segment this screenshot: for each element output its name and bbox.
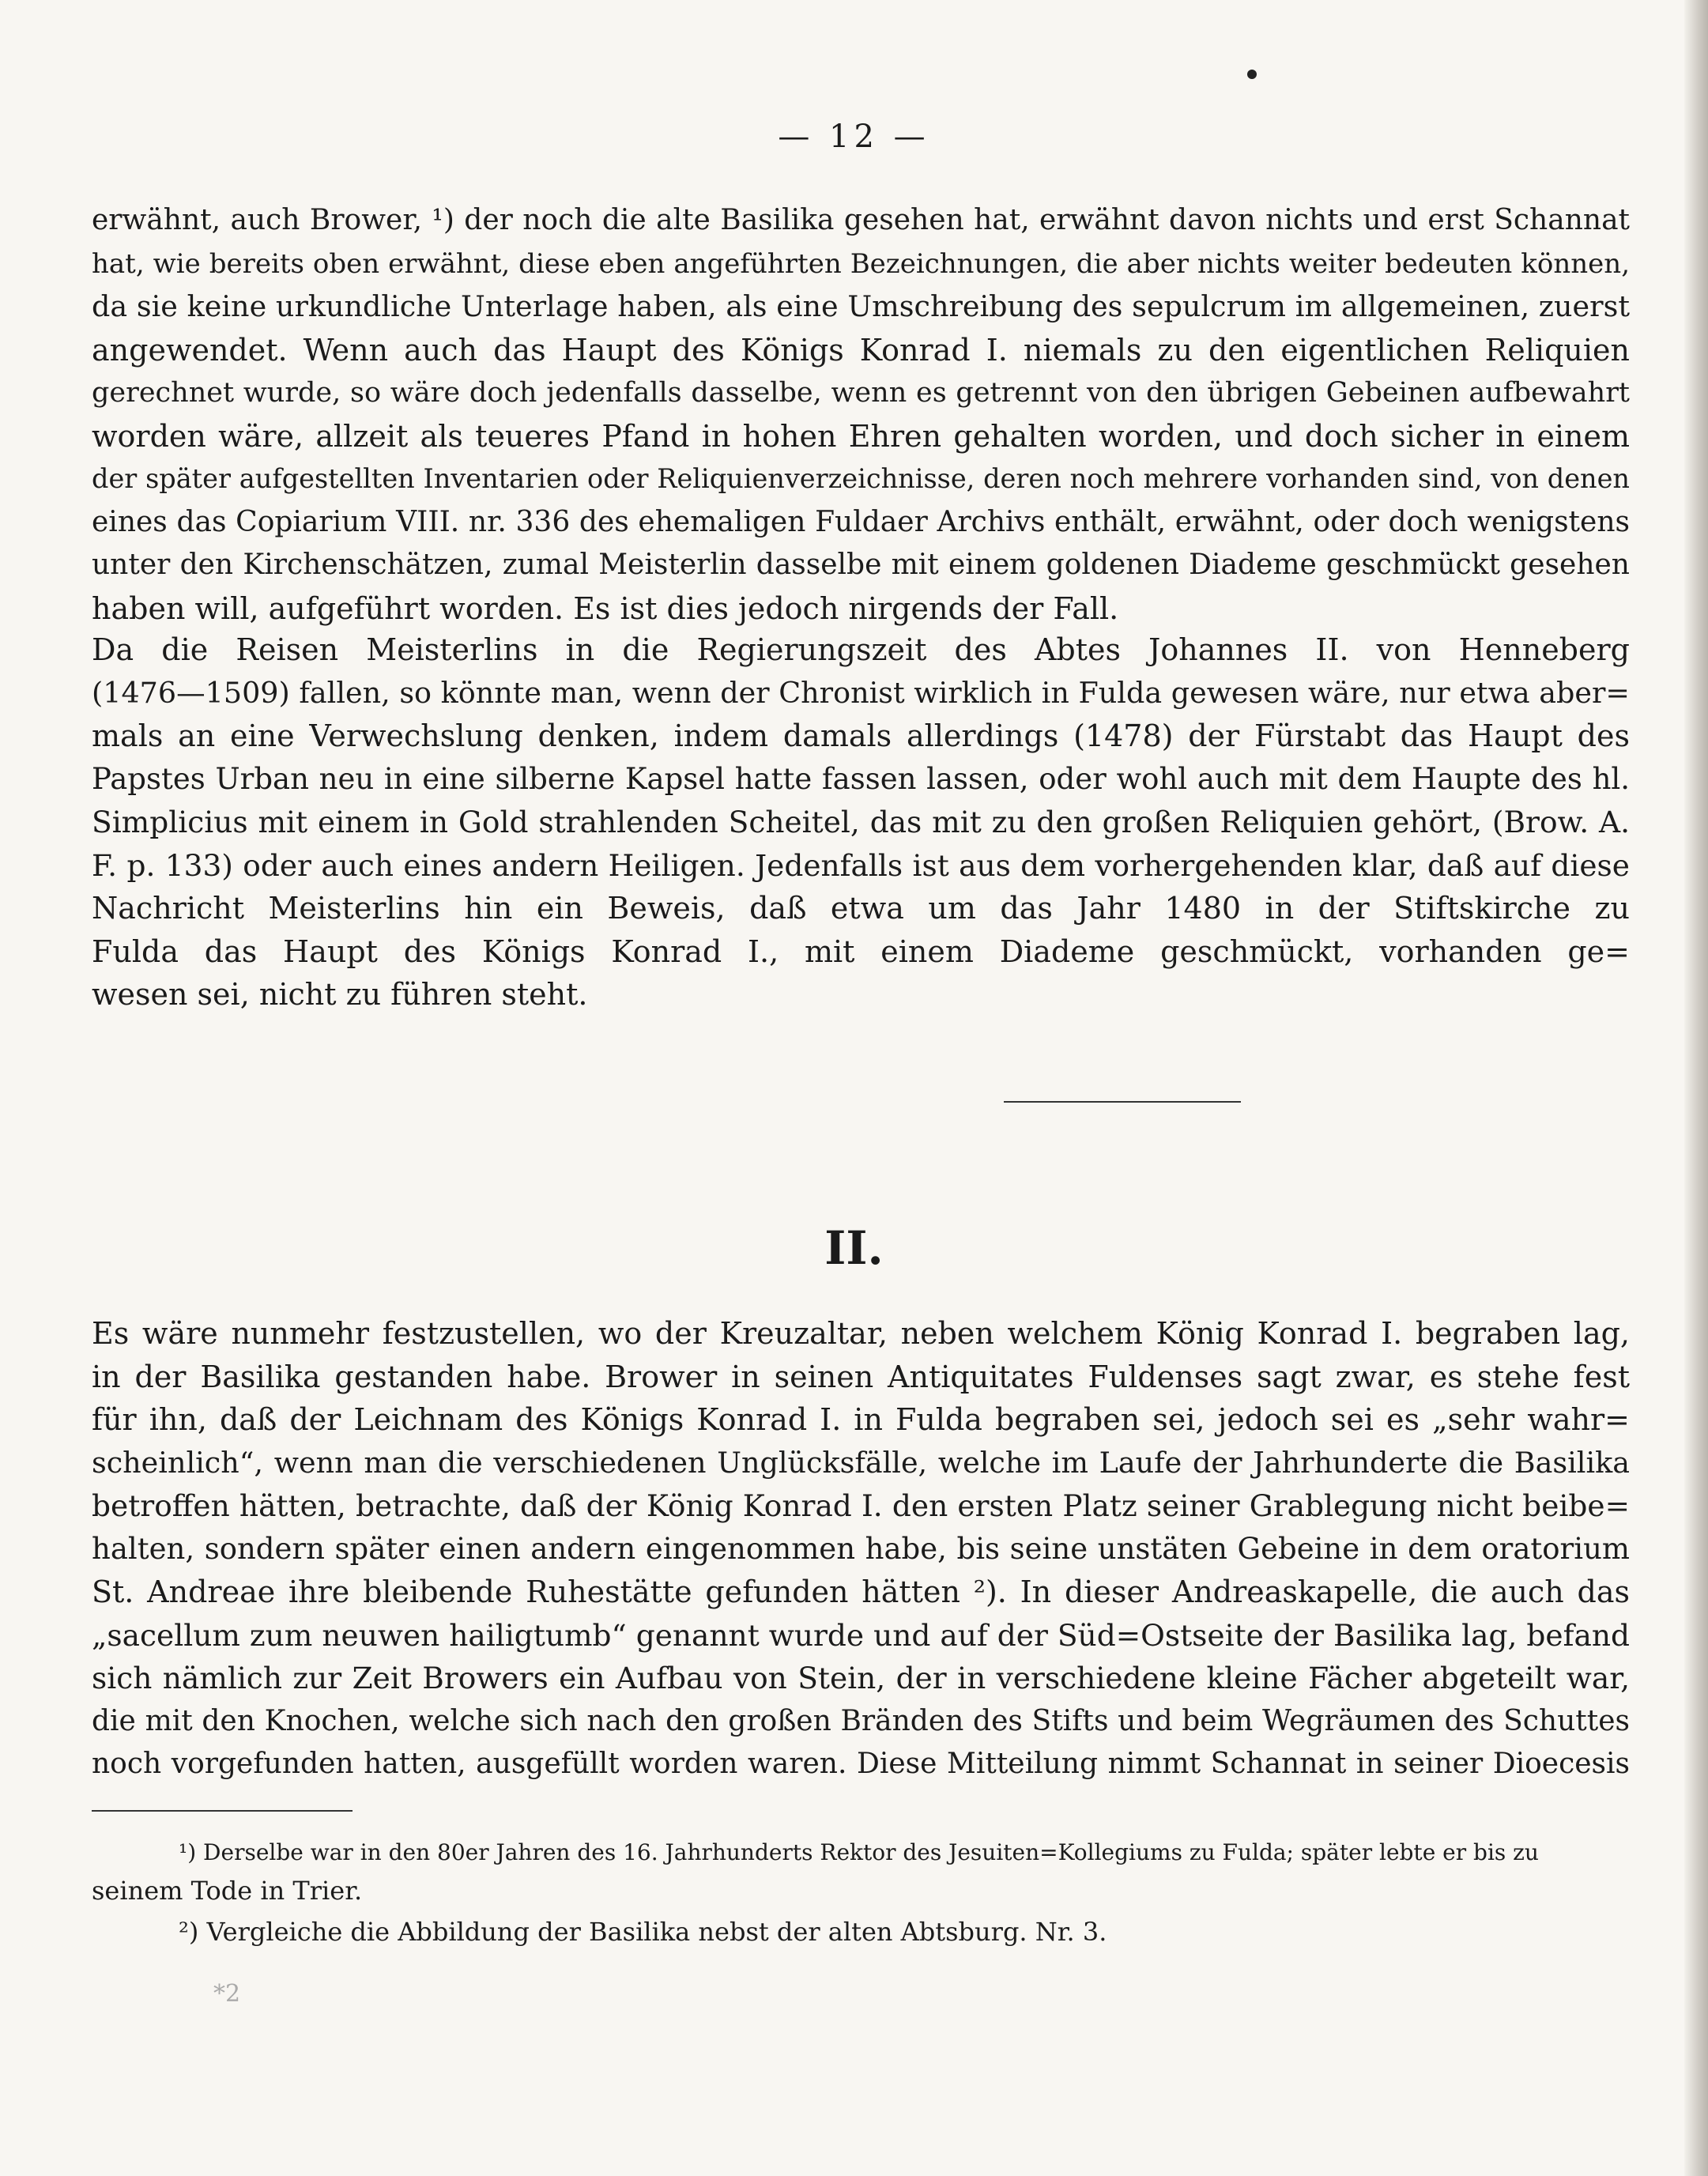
section-divider (1004, 1101, 1241, 1103)
page-number: — 12 — (778, 119, 930, 155)
text-line: St. Andreae ihre bleibende Ruhestätte gefunden hätten ²). In dieser Andreaskapelle, die auch das (92, 1574, 1630, 1609)
footnote-line: ²) Vergleiche die Abbildung der Basilika nebst der alten Abtsburg. Nr. 3. (179, 1917, 1107, 1947)
section-heading: II. (824, 1221, 884, 1275)
footnote-line: ¹) Derselbe war in den 80er Jahren des 16. Jahrhunderts Rektor des Jesuiten=Kollegiums zu Fulda; später lebte er bis zu (179, 1839, 1539, 1865)
text-line: „sacellum zum neuwen hailigtumb“ genannt wurde und auf der Süd=Ostseite der Basilika lag, befand (92, 1617, 1630, 1653)
text-line: Da die Reisen Meisterlins in die Regierungszeit des Abtes Johannes II. von Henneberg (92, 632, 1630, 667)
paragraph-3 (92, 1312, 1630, 1786)
text-line: (1476—1509) fallen, so könnte man, wenn der Chronist wirklich in Fulda gewesen wäre, nur etwa aber= (92, 675, 1630, 710)
text-line: Es wäre nunmehr festzustellen, wo der Kreuzaltar, neben welchem König Konrad I. begraben lag, (92, 1316, 1630, 1351)
footnote-rule (92, 1810, 353, 1812)
footnote-1 (92, 1834, 1630, 1910)
text-line: mals an eine Verwechslung denken, indem damals allerdings (1478) der Fürstabt das Haupt des (92, 718, 1630, 753)
text-line: in der Basilika gestanden habe. Brower in seinen Antiquitates Fuldenses sagt zwar, es stehe fest (92, 1359, 1630, 1394)
text-line: Nachricht Meisterlins hin ein Beweis, daß etwa um das Jahr 1480 in der Stiftskirche zu (92, 891, 1630, 926)
text-line: für ihn, daß der Leichnam des Königs Konrad I. in Fulda begraben sei, jedoch sei es „sehr wahr= (92, 1402, 1630, 1437)
text-line: erwähnt, auch Brower, ¹) der noch die alte Basilika gesehen hat, erwähnt davon nichts und erst Schannat (92, 204, 1630, 236)
text-line: Fulda das Haupt des Königs Konrad I., mit einem Diademe geschmückt, vorhanden ge= (92, 933, 1630, 969)
footnote-2 (92, 1913, 1630, 1951)
text-line: hat, wie bereits oben erwähnt, diese eben angeführten Bezeichnungen, die aber nichts weiter bedeuten können, (92, 247, 1630, 280)
ink-dot (1247, 70, 1257, 79)
footnote-line: seinem Tode in Trier. (92, 1876, 363, 1906)
text-line: gerechnet wurde, so wäre doch jedenfalls dasselbe, wenn es getrennt von den übrigen Gebeinen aufbewahrt (92, 377, 1630, 409)
signature-mark: *2 (213, 1980, 241, 2008)
text-line: worden wäre, allzeit als teueres Pfand in hohen Ehren gehalten worden, und doch sicher in einem (92, 418, 1630, 454)
text-line: scheinlich“, wenn man die verschiedenen Unglücksfälle, welche im Laufe der Jahrhunderte die Basilika (92, 1445, 1630, 1480)
text-line: Simplicius mit einem in Gold strahlenden Scheitel, das mit zu den großen Reliquien gehört, (Brow. A. (92, 805, 1630, 839)
text-line: sich nämlich zur Zeit Browers ein Aufbau von Stein, der in verschiedene kleine Fächer abgeteilt war, (92, 1661, 1630, 1695)
text-line: eines das Copiarium VIII. nr. 336 des ehemaligen Fuldaer Archivs enthält, erwähnt, oder doch wenigstens (92, 505, 1630, 538)
paragraph-2 (92, 628, 1630, 1016)
text-line: der später aufgestellten Inventarien oder Reliquienverzeichnisse, deren noch mehrere vorhanden sind, von denen (92, 463, 1630, 494)
text-line: da sie keine urkundliche Unterlage haben, als eine Umschreibung des sepulcrum im allgemeinen, zuerst (92, 289, 1630, 323)
text-line: Papstes Urban neu in eine silberne Kapsel hatte fassen lassen, oder wohl auch mit dem Haupte des hl. (92, 761, 1630, 796)
text-line: haben will, aufgeführt worden. Es ist dies jedoch nirgends der Fall. (92, 590, 1119, 626)
text-line: noch vorgefunden hatten, ausgefüllt worden waren. Diese Mitteilung nimmt Schannat in seiner Dioecesis (92, 1748, 1630, 1780)
text-line: halten, sondern später einen andern eingenommen habe, bis seine unstäten Gebeine in dem oratorium (92, 1531, 1630, 1566)
paragraph-1 (92, 199, 1630, 630)
text-line: wesen sei, nicht zu führen steht. (92, 977, 588, 1012)
text-line: F. p. 133) oder auch eines andern Heiligen. Jedenfalls ist aus dem vorhergehenden klar, daß auf diese (92, 847, 1630, 883)
text-line: unter den Kirchenschätzen, zumal Meisterlin dasselbe mit einem goldenen Diademe geschmückt gesehen (92, 549, 1630, 581)
text-line: die mit den Knochen, welche sich nach den großen Bränden des Stifts und beim Wegräumen des Schuttes (92, 1704, 1630, 1737)
page-edge-shadow (1684, 0, 1708, 2176)
text-line: betroffen hätten, betrachte, daß der König Konrad I. den ersten Platz seiner Grablegung nicht beibe= (92, 1488, 1630, 1523)
text-line: angewendet. Wenn auch das Haupt des Königs Konrad I. niemals zu den eigentlichen Reliquien (92, 332, 1630, 368)
